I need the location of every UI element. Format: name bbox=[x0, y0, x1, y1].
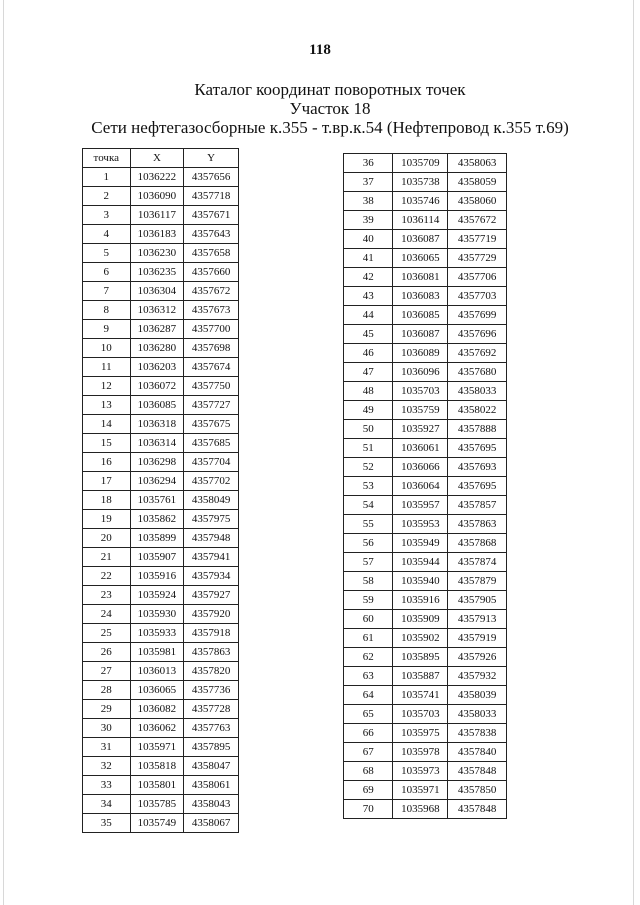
x-coordinate-cell: 1035968 bbox=[393, 800, 448, 819]
y-coordinate-cell: 4357919 bbox=[448, 629, 507, 648]
point-number-cell: 53 bbox=[344, 477, 393, 496]
table-row bbox=[344, 173, 507, 192]
table-row bbox=[344, 591, 507, 610]
x-coordinate-cell: 1035709 bbox=[393, 154, 448, 173]
x-coordinate-cell: 1036287 bbox=[130, 320, 184, 339]
x-coordinate-cell: 1035971 bbox=[130, 738, 184, 757]
x-coordinate-cell: 1036280 bbox=[130, 339, 184, 358]
x-coordinate-cell: 1035899 bbox=[130, 529, 184, 548]
x-coordinate-cell: 1035746 bbox=[393, 192, 448, 211]
x-coordinate-cell: 1035738 bbox=[393, 173, 448, 192]
y-coordinate-cell: 4357863 bbox=[448, 515, 507, 534]
point-number-cell: 5 bbox=[83, 244, 131, 263]
point-number-cell: 2 bbox=[83, 187, 131, 206]
y-coordinate-cell: 4357695 bbox=[448, 439, 507, 458]
point-number-cell: 25 bbox=[83, 624, 131, 643]
table-row bbox=[83, 434, 239, 453]
x-coordinate-cell: 1035887 bbox=[393, 667, 448, 686]
y-coordinate-cell: 4357927 bbox=[184, 586, 239, 605]
table-row bbox=[344, 477, 507, 496]
x-coordinate-cell: 1035818 bbox=[130, 757, 184, 776]
table-row bbox=[344, 648, 507, 667]
x-coordinate-cell: 1035971 bbox=[393, 781, 448, 800]
x-coordinate-cell: 1036061 bbox=[393, 439, 448, 458]
x-coordinate-cell: 1035785 bbox=[130, 795, 184, 814]
y-coordinate-cell: 4357975 bbox=[184, 510, 239, 529]
y-coordinate-cell: 4358022 bbox=[448, 401, 507, 420]
table-row bbox=[83, 681, 239, 700]
x-coordinate-cell: 1036235 bbox=[130, 263, 184, 282]
x-coordinate-cell: 1036013 bbox=[130, 662, 184, 681]
table-row bbox=[344, 230, 507, 249]
table-row bbox=[83, 738, 239, 757]
x-coordinate-cell: 1036312 bbox=[130, 301, 184, 320]
y-coordinate-cell: 4357895 bbox=[184, 738, 239, 757]
table-row bbox=[344, 192, 507, 211]
table-row bbox=[344, 743, 507, 762]
table-row bbox=[344, 762, 507, 781]
y-coordinate-cell: 4357934 bbox=[184, 567, 239, 586]
x-coordinate-cell: 1035944 bbox=[393, 553, 448, 572]
x-coordinate-cell: 1035927 bbox=[393, 420, 448, 439]
point-number-cell: 61 bbox=[344, 629, 393, 648]
y-coordinate-cell: 4358033 bbox=[448, 382, 507, 401]
table-row bbox=[83, 187, 239, 206]
x-coordinate-cell: 1036082 bbox=[130, 700, 184, 719]
table-row bbox=[83, 339, 239, 358]
y-coordinate-cell: 4358043 bbox=[184, 795, 239, 814]
y-coordinate-cell: 4357674 bbox=[184, 358, 239, 377]
table-row bbox=[344, 667, 507, 686]
x-coordinate-cell: 1036085 bbox=[393, 306, 448, 325]
y-coordinate-cell: 4357820 bbox=[184, 662, 239, 681]
x-coordinate-cell: 1035933 bbox=[130, 624, 184, 643]
title-line-3: Сети нефтегазосборные к.355 - т.вр.к.54 (Нефтепровод к.355 т.69) bbox=[91, 118, 569, 137]
x-coordinate-cell: 1035895 bbox=[393, 648, 448, 667]
x-coordinate-cell: 1036298 bbox=[130, 453, 184, 472]
y-coordinate-cell: 4357680 bbox=[448, 363, 507, 382]
point-number-cell: 8 bbox=[83, 301, 131, 320]
y-coordinate-cell: 4357948 bbox=[184, 529, 239, 548]
point-number-cell: 26 bbox=[83, 643, 131, 662]
x-coordinate-cell: 1036090 bbox=[130, 187, 184, 206]
x-coordinate-cell: 1035940 bbox=[393, 572, 448, 591]
y-coordinate-cell: 4358060 bbox=[448, 192, 507, 211]
x-coordinate-cell: 1035916 bbox=[393, 591, 448, 610]
point-number-cell: 52 bbox=[344, 458, 393, 477]
y-coordinate-cell: 4357671 bbox=[184, 206, 239, 225]
x-coordinate-cell: 1035978 bbox=[393, 743, 448, 762]
x-coordinate-cell: 1035703 bbox=[393, 382, 448, 401]
table-row bbox=[344, 629, 507, 648]
y-coordinate-cell: 4358063 bbox=[448, 154, 507, 173]
point-number-cell: 46 bbox=[344, 344, 393, 363]
point-number-cell: 59 bbox=[344, 591, 393, 610]
x-coordinate-cell: 1036096 bbox=[393, 363, 448, 382]
point-number-cell: 44 bbox=[344, 306, 393, 325]
y-coordinate-cell: 4357857 bbox=[448, 496, 507, 515]
table-row bbox=[83, 206, 239, 225]
point-number-cell: 50 bbox=[344, 420, 393, 439]
table-row bbox=[344, 154, 507, 173]
point-number-cell: 24 bbox=[83, 605, 131, 624]
table-row bbox=[83, 396, 239, 415]
x-coordinate-cell: 1035907 bbox=[130, 548, 184, 567]
table-row bbox=[344, 724, 507, 743]
x-coordinate-cell: 1036087 bbox=[393, 325, 448, 344]
point-number-cell: 22 bbox=[83, 567, 131, 586]
table-row bbox=[344, 439, 507, 458]
x-coordinate-cell: 1036304 bbox=[130, 282, 184, 301]
table-row bbox=[344, 458, 507, 477]
point-number-cell: 4 bbox=[83, 225, 131, 244]
table-row bbox=[344, 344, 507, 363]
x-coordinate-cell: 1035749 bbox=[130, 814, 184, 833]
table-header-row bbox=[83, 149, 239, 168]
point-number-cell: 49 bbox=[344, 401, 393, 420]
y-coordinate-cell: 4357920 bbox=[184, 605, 239, 624]
x-coordinate-cell: 1036203 bbox=[130, 358, 184, 377]
x-coordinate-cell: 1035916 bbox=[130, 567, 184, 586]
y-coordinate-cell: 4357696 bbox=[448, 325, 507, 344]
y-coordinate-cell: 4357685 bbox=[184, 434, 239, 453]
y-coordinate-cell: 4357727 bbox=[184, 396, 239, 415]
y-coordinate-cell: 4357706 bbox=[448, 268, 507, 287]
point-number-cell: 9 bbox=[83, 320, 131, 339]
point-number-cell: 64 bbox=[344, 686, 393, 705]
table-row bbox=[344, 306, 507, 325]
point-number-cell: 10 bbox=[83, 339, 131, 358]
y-coordinate-cell: 4357728 bbox=[184, 700, 239, 719]
y-coordinate-cell: 4357863 bbox=[184, 643, 239, 662]
y-coordinate-cell: 4357932 bbox=[448, 667, 507, 686]
y-coordinate-cell: 4357838 bbox=[448, 724, 507, 743]
point-number-cell: 28 bbox=[83, 681, 131, 700]
point-number-cell: 35 bbox=[83, 814, 131, 833]
y-coordinate-cell: 4357719 bbox=[448, 230, 507, 249]
x-coordinate-cell: 1036114 bbox=[393, 211, 448, 230]
y-coordinate-cell: 4357918 bbox=[184, 624, 239, 643]
x-coordinate-cell: 1036065 bbox=[393, 249, 448, 268]
point-number-cell: 23 bbox=[83, 586, 131, 605]
y-coordinate-cell: 4357868 bbox=[448, 534, 507, 553]
point-number-cell: 47 bbox=[344, 363, 393, 382]
y-coordinate-cell: 4357675 bbox=[184, 415, 239, 434]
point-number-cell: 40 bbox=[344, 230, 393, 249]
x-coordinate-cell: 1035949 bbox=[393, 534, 448, 553]
point-number-cell: 19 bbox=[83, 510, 131, 529]
x-coordinate-cell: 1036083 bbox=[393, 287, 448, 306]
table-row bbox=[344, 382, 507, 401]
y-coordinate-cell: 4358039 bbox=[448, 686, 507, 705]
point-number-cell: 33 bbox=[83, 776, 131, 795]
header-x: X bbox=[130, 149, 184, 168]
x-coordinate-cell: 1035703 bbox=[393, 705, 448, 724]
point-number-cell: 66 bbox=[344, 724, 393, 743]
x-coordinate-cell: 1036117 bbox=[130, 206, 184, 225]
x-coordinate-cell: 1036183 bbox=[130, 225, 184, 244]
x-coordinate-cell: 1035957 bbox=[393, 496, 448, 515]
table-row bbox=[83, 453, 239, 472]
y-coordinate-cell: 4358049 bbox=[184, 491, 239, 510]
x-coordinate-cell: 1036318 bbox=[130, 415, 184, 434]
table-row bbox=[344, 800, 507, 819]
y-coordinate-cell: 4357913 bbox=[448, 610, 507, 629]
point-number-cell: 27 bbox=[83, 662, 131, 681]
table-row bbox=[83, 225, 239, 244]
x-coordinate-cell: 1035801 bbox=[130, 776, 184, 795]
x-coordinate-cell: 1035981 bbox=[130, 643, 184, 662]
table-row bbox=[344, 363, 507, 382]
catalog-title bbox=[0, 80, 640, 137]
table-row bbox=[83, 814, 239, 833]
table-row bbox=[83, 605, 239, 624]
point-number-cell: 68 bbox=[344, 762, 393, 781]
x-coordinate-cell: 1036087 bbox=[393, 230, 448, 249]
point-number-cell: 29 bbox=[83, 700, 131, 719]
point-number-cell: 6 bbox=[83, 263, 131, 282]
x-coordinate-cell: 1036081 bbox=[393, 268, 448, 287]
point-number-cell: 58 bbox=[344, 572, 393, 591]
y-coordinate-cell: 4357879 bbox=[448, 572, 507, 591]
y-coordinate-cell: 4357698 bbox=[184, 339, 239, 358]
point-number-cell: 34 bbox=[83, 795, 131, 814]
table-row bbox=[83, 510, 239, 529]
point-number-cell: 16 bbox=[83, 453, 131, 472]
point-number-cell: 12 bbox=[83, 377, 131, 396]
table-row bbox=[344, 249, 507, 268]
y-coordinate-cell: 4357729 bbox=[448, 249, 507, 268]
point-number-cell: 48 bbox=[344, 382, 393, 401]
y-coordinate-cell: 4357750 bbox=[184, 377, 239, 396]
point-number-cell: 30 bbox=[83, 719, 131, 738]
point-number-cell: 65 bbox=[344, 705, 393, 724]
y-coordinate-cell: 4357699 bbox=[448, 306, 507, 325]
y-coordinate-cell: 4357643 bbox=[184, 225, 239, 244]
table-row bbox=[83, 263, 239, 282]
table-row bbox=[83, 377, 239, 396]
table-row bbox=[83, 415, 239, 434]
x-coordinate-cell: 1035759 bbox=[393, 401, 448, 420]
table-row bbox=[344, 572, 507, 591]
y-coordinate-cell: 4357888 bbox=[448, 420, 507, 439]
table-row bbox=[83, 282, 239, 301]
point-number-cell: 38 bbox=[344, 192, 393, 211]
x-coordinate-cell: 1036314 bbox=[130, 434, 184, 453]
table-row bbox=[344, 534, 507, 553]
table-row bbox=[344, 686, 507, 705]
coordinates-table-left bbox=[82, 148, 239, 833]
y-coordinate-cell: 4357840 bbox=[448, 743, 507, 762]
x-coordinate-cell: 1036230 bbox=[130, 244, 184, 263]
table-row bbox=[344, 325, 507, 344]
x-coordinate-cell: 1036085 bbox=[130, 396, 184, 415]
x-coordinate-cell: 1035953 bbox=[393, 515, 448, 534]
x-coordinate-cell: 1035902 bbox=[393, 629, 448, 648]
table-row bbox=[344, 781, 507, 800]
x-coordinate-cell: 1036072 bbox=[130, 377, 184, 396]
x-coordinate-cell: 1035975 bbox=[393, 724, 448, 743]
y-coordinate-cell: 4357702 bbox=[184, 472, 239, 491]
table-row bbox=[83, 757, 239, 776]
point-number-cell: 7 bbox=[83, 282, 131, 301]
point-number-cell: 1 bbox=[83, 168, 131, 187]
header-y: Y bbox=[184, 149, 239, 168]
table-row bbox=[83, 586, 239, 605]
x-coordinate-cell: 1035930 bbox=[130, 605, 184, 624]
x-coordinate-cell: 1036066 bbox=[393, 458, 448, 477]
point-number-cell: 3 bbox=[83, 206, 131, 225]
point-number-cell: 15 bbox=[83, 434, 131, 453]
y-coordinate-cell: 4357693 bbox=[448, 458, 507, 477]
table-row bbox=[344, 610, 507, 629]
table-row bbox=[83, 244, 239, 263]
y-coordinate-cell: 4357905 bbox=[448, 591, 507, 610]
y-coordinate-cell: 4357704 bbox=[184, 453, 239, 472]
x-coordinate-cell: 1036065 bbox=[130, 681, 184, 700]
point-number-cell: 20 bbox=[83, 529, 131, 548]
point-number-cell: 62 bbox=[344, 648, 393, 667]
y-coordinate-cell: 4357703 bbox=[448, 287, 507, 306]
table-row bbox=[83, 548, 239, 567]
x-coordinate-cell: 1035924 bbox=[130, 586, 184, 605]
table-row bbox=[83, 643, 239, 662]
table-row bbox=[83, 529, 239, 548]
table-row bbox=[344, 211, 507, 230]
y-coordinate-cell: 4357941 bbox=[184, 548, 239, 567]
table-row bbox=[83, 301, 239, 320]
table-row bbox=[344, 401, 507, 420]
x-coordinate-cell: 1036294 bbox=[130, 472, 184, 491]
table-row bbox=[83, 776, 239, 795]
point-number-cell: 42 bbox=[344, 268, 393, 287]
point-number-cell: 41 bbox=[344, 249, 393, 268]
table-row bbox=[83, 700, 239, 719]
table-row bbox=[83, 472, 239, 491]
table-row bbox=[83, 358, 239, 377]
point-number-cell: 14 bbox=[83, 415, 131, 434]
table-row bbox=[83, 168, 239, 187]
x-coordinate-cell: 1035761 bbox=[130, 491, 184, 510]
point-number-cell: 54 bbox=[344, 496, 393, 515]
point-number-cell: 37 bbox=[344, 173, 393, 192]
y-coordinate-cell: 4357850 bbox=[448, 781, 507, 800]
header-point: точка bbox=[83, 149, 131, 168]
page-number: 118 bbox=[309, 42, 331, 58]
y-coordinate-cell: 4358061 bbox=[184, 776, 239, 795]
y-coordinate-cell: 4357700 bbox=[184, 320, 239, 339]
y-coordinate-cell: 4357673 bbox=[184, 301, 239, 320]
table-row bbox=[83, 795, 239, 814]
point-number-cell: 31 bbox=[83, 738, 131, 757]
point-number-cell: 43 bbox=[344, 287, 393, 306]
y-coordinate-cell: 4357736 bbox=[184, 681, 239, 700]
point-number-cell: 69 bbox=[344, 781, 393, 800]
y-coordinate-cell: 4357692 bbox=[448, 344, 507, 363]
x-coordinate-cell: 1036089 bbox=[393, 344, 448, 363]
x-coordinate-cell: 1035973 bbox=[393, 762, 448, 781]
title-line-1: Каталог координат поворотных точек bbox=[194, 80, 466, 99]
y-coordinate-cell: 4358067 bbox=[184, 814, 239, 833]
y-coordinate-cell: 4357763 bbox=[184, 719, 239, 738]
point-number-cell: 51 bbox=[344, 439, 393, 458]
point-number-cell: 21 bbox=[83, 548, 131, 567]
point-number-cell: 18 bbox=[83, 491, 131, 510]
table-row bbox=[344, 420, 507, 439]
point-number-cell: 39 bbox=[344, 211, 393, 230]
y-coordinate-cell: 4357848 bbox=[448, 762, 507, 781]
y-coordinate-cell: 4357672 bbox=[184, 282, 239, 301]
y-coordinate-cell: 4357660 bbox=[184, 263, 239, 282]
y-coordinate-cell: 4357656 bbox=[184, 168, 239, 187]
table-row bbox=[344, 287, 507, 306]
y-coordinate-cell: 4357672 bbox=[448, 211, 507, 230]
y-coordinate-cell: 4357695 bbox=[448, 477, 507, 496]
title-line-2: Участок 18 bbox=[289, 99, 371, 118]
x-coordinate-cell: 1035741 bbox=[393, 686, 448, 705]
point-number-cell: 55 bbox=[344, 515, 393, 534]
coordinates-table-right bbox=[343, 153, 507, 819]
point-number-cell: 70 bbox=[344, 800, 393, 819]
point-number-cell: 56 bbox=[344, 534, 393, 553]
y-coordinate-cell: 4358059 bbox=[448, 173, 507, 192]
table-row bbox=[344, 268, 507, 287]
table-row bbox=[83, 491, 239, 510]
table-row bbox=[83, 624, 239, 643]
point-number-cell: 36 bbox=[344, 154, 393, 173]
x-coordinate-cell: 1035909 bbox=[393, 610, 448, 629]
y-coordinate-cell: 4358047 bbox=[184, 757, 239, 776]
y-coordinate-cell: 4357874 bbox=[448, 553, 507, 572]
table-row bbox=[83, 567, 239, 586]
table-row bbox=[83, 719, 239, 738]
x-coordinate-cell: 1036222 bbox=[130, 168, 184, 187]
point-number-cell: 11 bbox=[83, 358, 131, 377]
point-number-cell: 45 bbox=[344, 325, 393, 344]
x-coordinate-cell: 1036064 bbox=[393, 477, 448, 496]
table-row bbox=[344, 705, 507, 724]
table-row bbox=[344, 553, 507, 572]
table-row bbox=[83, 320, 239, 339]
y-coordinate-cell: 4357926 bbox=[448, 648, 507, 667]
point-number-cell: 17 bbox=[83, 472, 131, 491]
point-number-cell: 57 bbox=[344, 553, 393, 572]
table-row bbox=[344, 496, 507, 515]
y-coordinate-cell: 4357718 bbox=[184, 187, 239, 206]
point-number-cell: 67 bbox=[344, 743, 393, 762]
table-row bbox=[83, 662, 239, 681]
y-coordinate-cell: 4358033 bbox=[448, 705, 507, 724]
x-coordinate-cell: 1036062 bbox=[130, 719, 184, 738]
point-number-cell: 13 bbox=[83, 396, 131, 415]
point-number-cell: 63 bbox=[344, 667, 393, 686]
y-coordinate-cell: 4357848 bbox=[448, 800, 507, 819]
y-coordinate-cell: 4357658 bbox=[184, 244, 239, 263]
table-row bbox=[344, 515, 507, 534]
x-coordinate-cell: 1035862 bbox=[130, 510, 184, 529]
point-number-cell: 60 bbox=[344, 610, 393, 629]
point-number-cell: 32 bbox=[83, 757, 131, 776]
